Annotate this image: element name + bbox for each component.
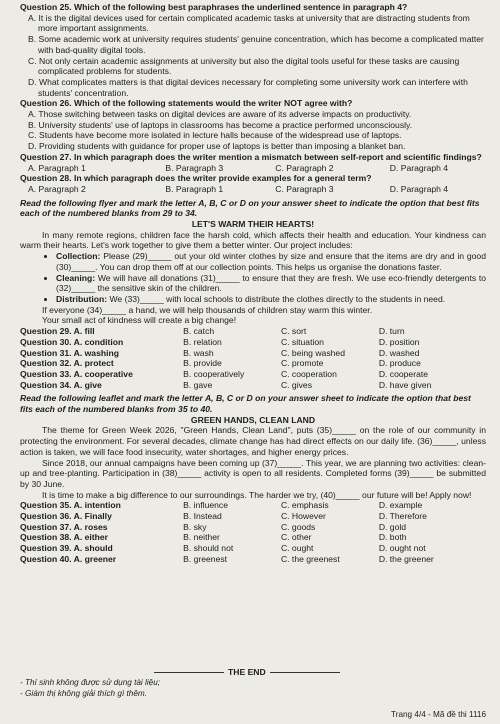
flyer-answer-options xyxy=(20,326,486,390)
leaflet-q1-option-b: B. Instead xyxy=(183,511,222,522)
leaflet-q3-option-b: B. neither xyxy=(183,532,220,543)
question-25-option-d: D. What complicates matters is that digital devices necessary for completing some university work can interfere with students' concentration. xyxy=(28,76,468,98)
leaflet-q3-option-c: C. other xyxy=(280,532,312,543)
question-25 xyxy=(20,2,486,98)
flyer-q1-option-b: B. relation xyxy=(183,336,222,347)
flyer-q2-option-b: B. wash xyxy=(183,347,214,358)
flyer-q3-option-d: D. produce xyxy=(378,358,421,369)
leaflet-q1-option-c: C. However xyxy=(280,511,326,522)
leaflet-q2-option-b: B. sky xyxy=(183,521,207,532)
question-26-option-c: C. Students have become more isolated in lecture halls because of the widespread use of laptops. xyxy=(28,130,402,141)
leaflet-q0-option-a: Question 35. A. intention xyxy=(20,500,121,511)
leaflet-q0-option-b: B. influence xyxy=(183,500,229,511)
flyer-q1-option-a: Question 30. A. condition xyxy=(20,336,124,347)
flyer-q0-option-d: D. turn xyxy=(378,326,405,337)
leaflet-paragraph-1: The theme for Green Week 2026, "Green Hands, Clean Land", puts (35)_____ on the role of our community in protecting the environment. For several decades, climate change has had direct effects on our daily life. (36)_____, unless action is taken, we will face food insecurity, water shortages, and higher energy prices. xyxy=(20,425,486,457)
flyer-closing-1: If everyone (34)_____ a hand, we will help thousands of children stay warm this winter. xyxy=(42,304,373,315)
flyer-q0-option-a: Question 29. A. fill xyxy=(20,326,95,337)
bullet-label: Cleaning: xyxy=(56,272,96,283)
flyer-q3-option-a: Question 32. A. protect xyxy=(20,358,114,369)
end-label: THE END xyxy=(228,667,266,677)
bullet-text: We (33)_____ with local schools to distribute the clothes directly to the students in need. xyxy=(107,293,446,304)
bullet-text: Please (29)_____ out your old winter clothes by size and ensure that the items are dry and in good (30)_____. You can drop them off at our collection points. This helps us organise the donations faster. xyxy=(56,251,486,272)
question-28-option-b: B. Paragraph 1 xyxy=(165,183,224,194)
flyer-q2-option-d: D. washed xyxy=(378,347,420,358)
flyer-q4-option-b: B. cooperatively xyxy=(183,368,245,379)
leaflet-q4-option-d: D. ought not xyxy=(378,543,426,554)
question-26 xyxy=(20,98,486,152)
flyer-q5-option-d: D. have given xyxy=(378,379,432,390)
question-27-options xyxy=(20,163,486,174)
leaflet-answer-options xyxy=(20,500,486,564)
leaflet-q5-option-d: D. the greener xyxy=(378,553,434,564)
flyer-instruction: Read the following flyer and mark the letter A, B, C or D on your answer sheet to indicate the option that best fits each of the numbered blanks from 29 to 34. xyxy=(20,197,480,219)
flyer-intro: In many remote regions, children face the harsh cold, which affects their health and education. Your kindness can warm their hearts. Let's work together to give them a better winter. Our project includes: xyxy=(20,229,486,251)
leaflet-q3-option-a: Question 38. A. either xyxy=(20,532,109,543)
note-no-materials: - Thí sinh không được sử dụng tài liệu; xyxy=(20,678,161,687)
flyer-bullet-distribution xyxy=(56,294,486,305)
question-28-option-d: D. Paragraph 4 xyxy=(389,183,449,194)
question-27-option-a: A. Paragraph 1 xyxy=(28,162,86,173)
leaflet-q2-option-c: C. goods xyxy=(280,521,316,532)
question-26-stem-text: Question 26. Which of the following statements would the writer xyxy=(20,98,285,109)
question-25-option-a: A. It is the digital devices used for certain complicated academic tasks at university that are distracting students from more important assignments. xyxy=(28,12,470,34)
question-28-stem: Question 28. In which paragraph does the writer provide examples for a general term? xyxy=(20,173,372,184)
leaflet-q5-option-a: Question 40. A. greener xyxy=(20,553,117,564)
question-27-option-b: B. Paragraph 3 xyxy=(165,162,224,173)
flyer-q0-option-c: C. sort xyxy=(280,326,307,337)
question-28-option-c: C. Paragraph 3 xyxy=(275,183,334,194)
leaflet-q5-option-c: C. the greenest xyxy=(280,553,340,564)
leaflet-paragraph-2: Since 2018, our annual campaigns have been coming up (37)_____. This year, we are planning two activities: clean-up and tree-planting. Participation in (38)_____ activity is open to all residents. Completed forms (39)_____ be submitted by 30 June. xyxy=(20,457,486,489)
flyer-q4-option-c: C. cooperation xyxy=(280,368,337,379)
bullet-label: Distribution: xyxy=(56,293,108,304)
question-27-option-c: C. Paragraph 2 xyxy=(275,162,334,173)
flyer-q5-option-a: Question 34. A. give xyxy=(20,379,102,390)
flyer-q0-option-b: B. catch xyxy=(183,326,215,337)
flyer-q3-option-c: C. promote xyxy=(280,358,324,369)
page-number: Trang 4/4 - Mã đề thi 1116 xyxy=(391,710,486,719)
question-26-option-d: D. Providing students with guidance for proper use of laptops is better than imposing a blanket ban. xyxy=(28,141,406,152)
leaflet-section xyxy=(20,393,486,564)
leaflet-q1-option-d: D. Therefore xyxy=(378,511,427,522)
leaflet-q4-option-a: Question 39. A. should xyxy=(20,543,113,554)
question-28 xyxy=(20,173,486,194)
end-marker xyxy=(150,667,344,678)
leaflet-q3-option-d: D. both xyxy=(378,532,407,543)
question-25-option-b: B. Some academic work at university requires students' genuine concentration, which has become a complicated matter with bad-quality digital tools. xyxy=(28,34,484,55)
question-27-option-d: D. Paragraph 4 xyxy=(389,162,449,173)
question-26-stem-end: agree with? xyxy=(302,98,353,109)
leaflet-q1-option-a: Question 36. A. Finally xyxy=(20,511,112,522)
exam-notes xyxy=(20,678,160,699)
flyer-q4-option-d: D. cooperate xyxy=(378,368,429,379)
flyer-q2-option-a: Question 31. A. washing xyxy=(20,347,120,358)
flyer-section xyxy=(20,198,486,391)
question-26-stem-not: NOT xyxy=(284,98,303,109)
bullet-text: We will have all donations (31)_____ to ensure that they are fresh. We use eco-friendly detergents to (32)_____ the sensitive skin of the children. xyxy=(56,272,486,294)
flyer-q4-option-a: Question 33. A. cooperative xyxy=(20,368,133,379)
question-27 xyxy=(20,152,486,173)
flyer-closing-2: Your small act of kindness will create a big change! xyxy=(42,315,237,326)
leaflet-paragraph-3: It is time to make a big difference to our surroundings. The harder we try, (40)_____ our future will be! Apply now! xyxy=(42,489,472,500)
leaflet-title: GREEN HANDS, CLEAN LAND xyxy=(190,414,316,425)
bullet-label: Collection: xyxy=(56,251,101,262)
flyer-q5-option-b: B. gave xyxy=(183,379,213,390)
flyer-q5-option-c: C. gives xyxy=(280,379,312,390)
question-25-option-c: C. Not only certain academic assignments at university but also the digital tools useful for these tasks are causing complicated problems for students. xyxy=(28,55,460,77)
flyer-q3-option-b: B. provide xyxy=(183,358,222,369)
flyer-bullet-collection xyxy=(56,251,486,272)
leaflet-q4-option-b: B. should not xyxy=(183,543,234,554)
leaflet-q2-option-a: Question 37. A. roses xyxy=(20,521,108,532)
question-25-stem: Question 25. Which of the following best paraphrases the underlined sentence in paragraph 4? xyxy=(20,2,408,12)
leaflet-q5-option-b: B. greenest xyxy=(183,553,228,564)
question-28-option-a: A. Paragraph 2 xyxy=(28,183,86,194)
question-26-stem xyxy=(20,98,486,109)
flyer-q2-option-c: C. being washed xyxy=(280,347,345,358)
leaflet-q2-option-d: D. gold xyxy=(378,521,407,532)
leaflet-instruction: Read the following leaflet and mark the letter A, B, C or D on your answer sheet to indicate the option that best fits each of the numbered blanks from 35 to 40. xyxy=(20,393,471,415)
note-no-explanation: - Giám thị không giải thích gì thêm. xyxy=(20,688,147,698)
question-26-option-b: B. University students' use of laptops in classrooms has become a practice performed unconsciously. xyxy=(28,119,413,130)
leaflet-q4-option-c: C. ought xyxy=(280,543,314,554)
flyer-bullet-list xyxy=(20,251,486,305)
question-26-option-a: A. Those switching between tasks on digital devices are aware of its adverse impacts on productivity. xyxy=(28,109,412,120)
flyer-q1-option-c: C. situation xyxy=(280,336,324,347)
leaflet-q0-option-c: C. emphasis xyxy=(280,500,329,511)
leaflet-q0-option-d: D. example xyxy=(378,500,423,511)
flyer-q1-option-d: D. position xyxy=(378,336,420,347)
flyer-bullet-cleaning xyxy=(56,273,486,294)
flyer-title: LET'S WARM THEIR HEARTS! xyxy=(191,219,315,230)
question-28-options xyxy=(20,184,486,195)
question-27-stem: Question 27. In which paragraph does the writer mention a mismatch between self-report and scientific findings? xyxy=(20,151,482,162)
divider xyxy=(270,672,340,673)
divider xyxy=(154,672,224,673)
